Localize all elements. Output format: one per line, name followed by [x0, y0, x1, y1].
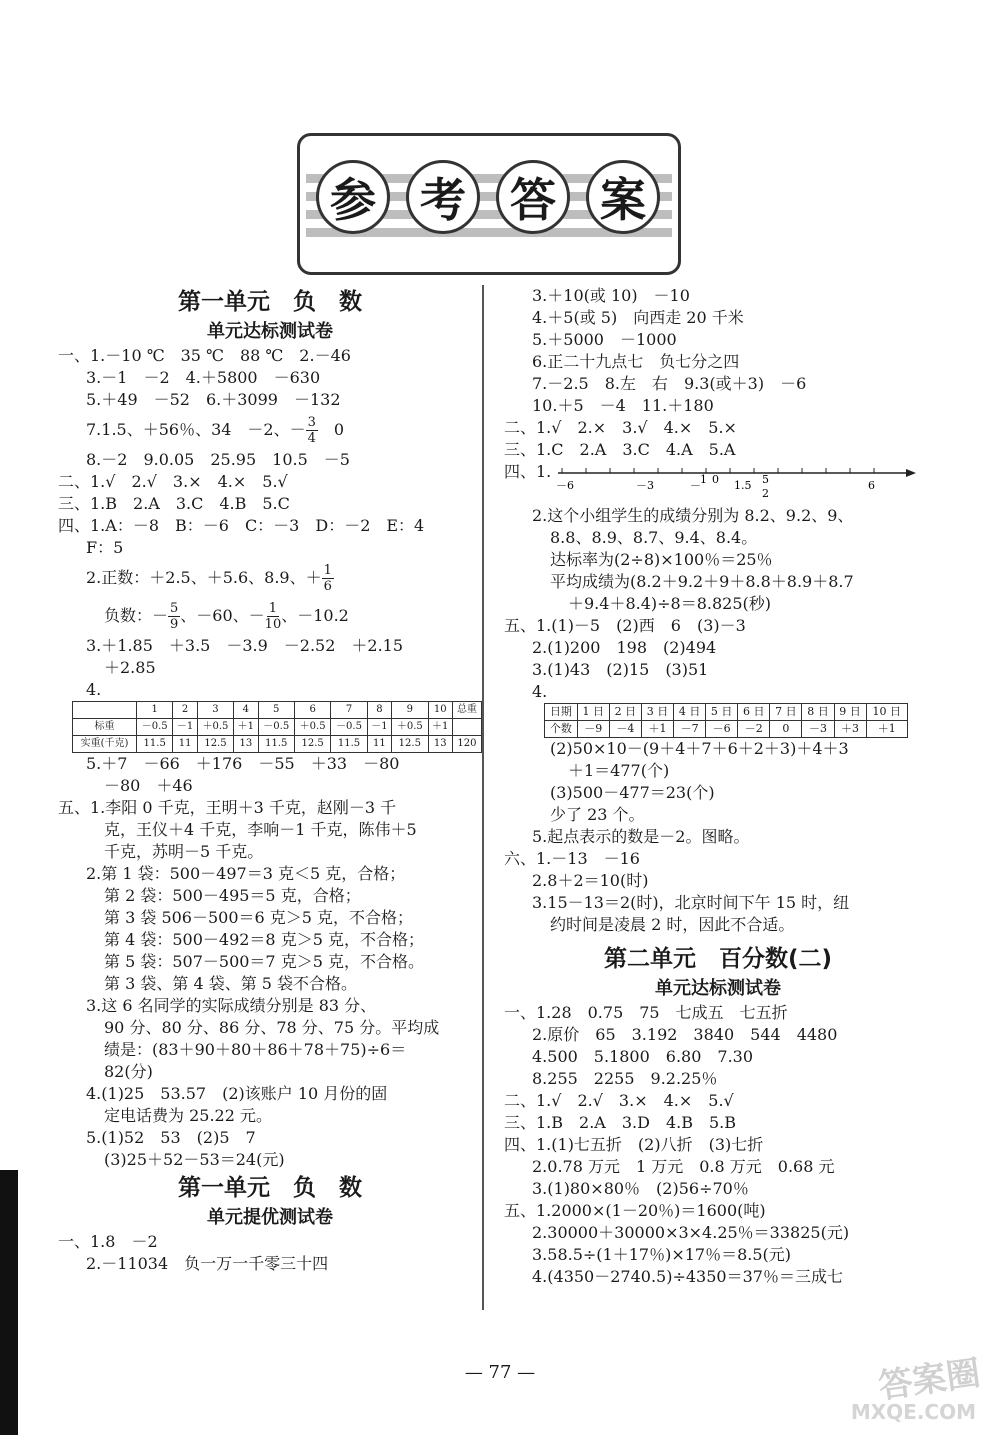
table-cell: ＋1	[866, 721, 907, 738]
answer-line: 一、1.28 0.75 75 七成五 七五折	[504, 1003, 788, 1022]
table-cell: －7	[674, 721, 706, 738]
answer-line	[58, 597, 482, 635]
tick-label: 6	[868, 479, 875, 492]
answer-line: 千克，苏明－5 千克。	[104, 842, 264, 861]
table-cell: 120	[452, 736, 481, 753]
answer-line: (2)50×10－(9＋4＋7＋6＋2＋3)＋4＋3	[550, 739, 849, 758]
table-cell: ＋1	[428, 719, 452, 736]
unit-subtitle: 单元达标测试卷	[207, 321, 333, 342]
answer-line: ＋2.85	[104, 658, 156, 677]
answer-line: 2.8＋2＝10(时)	[532, 871, 649, 890]
answer-line: 82(分)	[104, 1062, 153, 1081]
answer-line: 3.15－13＝2(时)，北京时间下午 15 时，纽	[532, 893, 850, 912]
answer-line: 二、1.√ 2.√ 3.× 4.× 5.√	[58, 472, 288, 491]
answer-line: 四、1.	[504, 462, 552, 481]
answer-line: 二、1.√ 2.× 3.√ 4.× 5.×	[504, 418, 737, 437]
tick-label: －3	[636, 479, 654, 492]
fraction	[168, 601, 180, 632]
answer-line: 6.正二十九点七 负七分之四	[532, 352, 740, 371]
watermark-logo: 答案圈	[876, 1353, 983, 1407]
answer-line: 3.这 6 名同学的实际成绩分别是 83 分、	[86, 996, 377, 1015]
page-number: — 77 —	[464, 1362, 536, 1383]
answer-line: 2.－11034 负一万一千零三十四	[86, 1254, 329, 1273]
answer-line: 第 5 袋：507－500＝7 克＞5 克，不合格。	[104, 952, 424, 971]
table-cell: －0.5	[258, 719, 294, 736]
table-cell: 日期	[545, 704, 578, 721]
table-cell: 1	[136, 702, 172, 719]
answer-line: 少了 23 个。	[550, 805, 645, 824]
answer-line: 8.8、8.9、8.7、9.4、8.4。	[550, 528, 758, 547]
table-cell: 11.5	[136, 736, 172, 753]
answer-text: 、－60、－	[180, 606, 265, 625]
table-cell: －9	[577, 721, 609, 738]
answer-line: 四、1.(1)七五折 (2)八折 (3)七折	[504, 1135, 764, 1154]
answer-line: 3.(1)43 (2)15 (3)51	[532, 660, 709, 679]
table-cell: 13	[234, 736, 258, 753]
unit-subtitle: 单元达标测试卷	[655, 978, 781, 999]
table-cell: 12.5	[392, 736, 428, 753]
fraction-denominator: 9	[170, 616, 179, 632]
table-cell: －2	[738, 721, 770, 738]
table-cell: 4 日	[674, 704, 706, 721]
table-cell: 13	[428, 736, 452, 753]
answer-text: 0	[317, 420, 345, 439]
answer-line: 五、1.2000×(1－20％)＝1600(吨)	[504, 1201, 766, 1220]
table-cell: 1 日	[577, 704, 609, 721]
table-cell: ＋0.5	[197, 719, 233, 736]
answer-line: F：5	[86, 538, 124, 557]
table-cell: 2 日	[609, 704, 641, 721]
unit-title: 第一单元 负 数	[178, 289, 362, 315]
answer-text: 2.正数：＋2.5、＋5.6、8.9、＋	[86, 568, 322, 587]
answer-line: 第 4 袋：500－492＝8 克＞5 克，不合格；	[104, 930, 424, 949]
table-cell: 12.5	[197, 736, 233, 753]
table-cell: 11	[173, 736, 197, 753]
fraction	[265, 601, 282, 632]
answer-line: 4.＋5(或 5) 向西走 20 千米	[532, 308, 744, 327]
column-divider	[482, 285, 484, 1310]
fraction-denominator: 10	[264, 616, 282, 632]
table-cell: ＋3	[834, 721, 866, 738]
banner-char: 考	[406, 160, 480, 234]
tick-label: －	[690, 479, 701, 492]
fraction-numerator: 3	[307, 414, 316, 430]
banner-char: 案	[586, 160, 660, 234]
table-cell: 0	[770, 721, 802, 738]
table-cell: ＋0.5	[392, 719, 428, 736]
table-cell: 7	[331, 702, 367, 719]
answer-line: (3)500－477＝23(个)	[550, 783, 715, 802]
fraction-numerator: 1	[323, 562, 332, 578]
answer-line: 2.(1)200 198 (2)494	[532, 638, 717, 657]
answer-text: 负数：－	[104, 606, 169, 625]
table-cell: －0.5	[136, 719, 172, 736]
fraction-denominator: 6	[323, 578, 332, 594]
tick-label: 5	[762, 473, 769, 486]
table-cell: 5 日	[706, 704, 738, 721]
table-cell: 标重	[73, 719, 137, 736]
number-line	[554, 461, 924, 505]
answer-line: 克，王仪＋4 千克，李响－1 千克，陈伟＋5	[104, 820, 417, 839]
banner-char: 答	[496, 160, 570, 234]
table-header-row	[545, 704, 908, 721]
answer-text: 7.1.5、＋56％、34 －2、－	[86, 420, 306, 439]
table-cell: 11	[367, 736, 391, 753]
answer-text: 、－10.2	[281, 606, 349, 625]
left-column	[58, 285, 482, 1275]
answer-line: 5.＋5000 －1000	[532, 330, 677, 349]
answer-line: 3.＋1.85 ＋3.5 －3.9 －2.52 ＋2.15	[86, 636, 404, 655]
table-cell: －0.5	[331, 719, 367, 736]
count-table	[544, 703, 908, 738]
table-cell: 10	[428, 702, 452, 719]
answer-line: 10.＋5 －4 11.＋180	[532, 396, 714, 415]
answer-line: 4.500 5.1800 6.80 7.30	[532, 1047, 754, 1066]
answer-line: 8.255 2255 9.2.25％	[532, 1069, 718, 1088]
banner-char: 参	[316, 160, 390, 234]
answer-line: 3.58.5÷(1＋17％)×17％＝8.5(元)	[532, 1245, 792, 1264]
answer-line: 二、1.√ 2.√ 3.× 4.× 5.√	[504, 1091, 734, 1110]
table-cell: －3	[802, 721, 834, 738]
table-row	[73, 736, 482, 753]
table-cell: 6	[294, 702, 330, 719]
table-cell: 7 日	[770, 704, 802, 721]
table-cell: ＋1	[641, 721, 673, 738]
table-header-row	[73, 702, 482, 719]
answer-line: 4.(1)25 53.57 (2)该账户 10 月份的固	[86, 1084, 388, 1103]
tick-label: 2	[762, 487, 769, 500]
answer-line: 三、1.B 2.A 3.D 4.B 5.B	[504, 1113, 736, 1132]
answer-line: 3.(1)80×80％ (2)56÷70％	[532, 1179, 749, 1198]
fraction	[322, 563, 334, 594]
answer-line: 7.－2.5 8.左 右 9.3(或＋3) －6	[532, 374, 807, 393]
answer-line: 5.＋49 －52 6.＋3099 －132	[86, 390, 341, 409]
answer-line: 4.(4350－2740.5)÷4350＝37％＝三成七	[532, 1267, 843, 1286]
table-cell: 9 日	[834, 704, 866, 721]
table-cell: ＋1	[234, 719, 258, 736]
answer-line: 5.＋7 －66 ＋176 －55 ＋33 －80	[86, 754, 400, 773]
table-cell: 4	[234, 702, 258, 719]
fraction-numerator: 1	[268, 600, 278, 616]
answer-line: 2.这个小组学生的成绩分别为 8.2、9.2、9、	[532, 506, 854, 525]
fraction-numerator: 5	[170, 600, 179, 616]
watermark-url: MXQE.COM	[850, 1400, 976, 1424]
table-cell: 6 日	[738, 704, 770, 721]
answer-line: 三、1.C 2.A 3.C 4.A 5.A	[504, 440, 736, 459]
answer-line: 5.(1)52 53 (2)5 7	[86, 1128, 256, 1147]
answer-line: 8.－2 9.0.05 25.95 10.5 －5	[86, 450, 350, 469]
answer-line: 定电话费为 25.22 元。	[104, 1106, 272, 1125]
answer-line: 4.	[86, 680, 102, 699]
table-cell: 11.5	[258, 736, 294, 753]
answer-line: 2.0.78 万元 1 万元 0.8 万元 0.68 元	[532, 1157, 835, 1176]
answer-line	[58, 559, 482, 597]
unit-subtitle: 单元提优测试卷	[207, 1207, 333, 1228]
table-cell: －6	[706, 721, 738, 738]
answer-line: 3.＋10(或 10) －10	[532, 286, 690, 305]
table-cell: 2	[173, 702, 197, 719]
fraction	[306, 415, 318, 446]
unit-title: 第一单元 负 数	[178, 1175, 362, 1201]
answer-line: 90 分、80 分、86 分、78 分、75 分。平均成	[104, 1018, 440, 1037]
table-cell: 12.5	[294, 736, 330, 753]
table-cell: 实重(千克)	[73, 736, 137, 753]
answer-line: 第 3 袋 506－500＝6 克＞5 克，不合格；	[104, 908, 414, 927]
right-column	[504, 285, 932, 1288]
answer-line: ＋9.4＋8.4)÷8＝8.825(秒)	[568, 594, 772, 613]
answer-line: 达标率为(2÷8)×100％＝25％	[550, 550, 773, 569]
answer-line: 第 3 袋、第 4 袋、第 5 袋不合格。	[104, 974, 358, 993]
answer-line: 一、1.－10 ℃ 35 ℃ 88 ℃ 2.－46	[58, 346, 351, 365]
tick-label: －6	[556, 479, 574, 492]
tick-label: 1	[700, 473, 707, 486]
tick-label: 0	[712, 473, 719, 486]
table-cell: 个数	[545, 721, 578, 738]
table-cell: ＋0.5	[294, 719, 330, 736]
answer-line: 2.30000＋30000×3×4.25％＝33825(元)	[532, 1223, 850, 1242]
fraction-denominator: 4	[307, 430, 316, 446]
answer-line: 3.－1 －2 4.＋5800 －630	[86, 368, 321, 387]
answer-line: 约时间是凌晨 2 时，因此不合适。	[550, 915, 795, 934]
table-row	[73, 719, 482, 736]
table-cell: 8	[367, 702, 391, 719]
table-cell: 3 日	[641, 704, 673, 721]
tick-label: 1.5	[734, 479, 752, 492]
table-cell	[452, 719, 481, 736]
answer-line: 绩是：(83＋90＋80＋86＋78＋75)÷6＝	[104, 1040, 407, 1059]
answer-line	[58, 411, 482, 449]
table-cell: 10 日	[866, 704, 907, 721]
answer-line: －80 ＋46	[104, 776, 193, 795]
answer-line: 第 2 袋：500－495＝5 克，合格；	[104, 886, 361, 905]
number-line-row	[504, 461, 932, 505]
table-cell: 总重	[452, 702, 481, 719]
answer-line: ＋1＝477(个)	[568, 761, 670, 780]
table-cell: －1	[173, 719, 197, 736]
answer-line: (3)25＋52－53＝24(元)	[104, 1150, 285, 1169]
table-row	[545, 721, 908, 738]
answer-line: 五、1.(1)－5 (2)西 6 (3)－3	[504, 616, 746, 635]
answer-line: 五、1.李阳 0 千克，王明＋3 千克，赵刚－3 千	[58, 798, 397, 817]
answer-line: 六、1.－13 －16	[504, 849, 640, 868]
table-cell: －4	[609, 721, 641, 738]
answer-line: 平均成绩为(8.2＋9.2＋9＋8.8＋8.9＋8.7	[550, 572, 854, 591]
table-cell: 11.5	[331, 736, 367, 753]
answer-line: 四、1.A：－8 B：－6 C：－3 D：－2 E：4	[58, 516, 425, 535]
answer-line: 5.起点表示的数是－2。图略。	[532, 827, 750, 846]
answer-line: 三、1.B 2.A 3.C 4.B 5.C	[58, 494, 290, 513]
unit-title: 第二单元 百分数(二)	[603, 946, 833, 972]
weight-table	[72, 701, 482, 753]
page-edge-bar	[0, 1170, 18, 1435]
table-cell	[73, 702, 137, 719]
table-cell: 8 日	[802, 704, 834, 721]
answer-title-banner	[297, 133, 681, 275]
answer-line: 2.第 1 袋：500－497＝3 克＜5 克，合格；	[86, 864, 406, 883]
answer-line: 4.	[532, 682, 548, 701]
answer-line: 2.原价 65 3.192 3840 544 4480	[532, 1025, 838, 1044]
table-cell: 9	[392, 702, 428, 719]
table-cell: 5	[258, 702, 294, 719]
answer-line: 一、1.8 －2	[58, 1232, 158, 1251]
table-cell: 3	[197, 702, 233, 719]
table-cell: －1	[367, 719, 391, 736]
arrow-icon	[906, 469, 916, 477]
